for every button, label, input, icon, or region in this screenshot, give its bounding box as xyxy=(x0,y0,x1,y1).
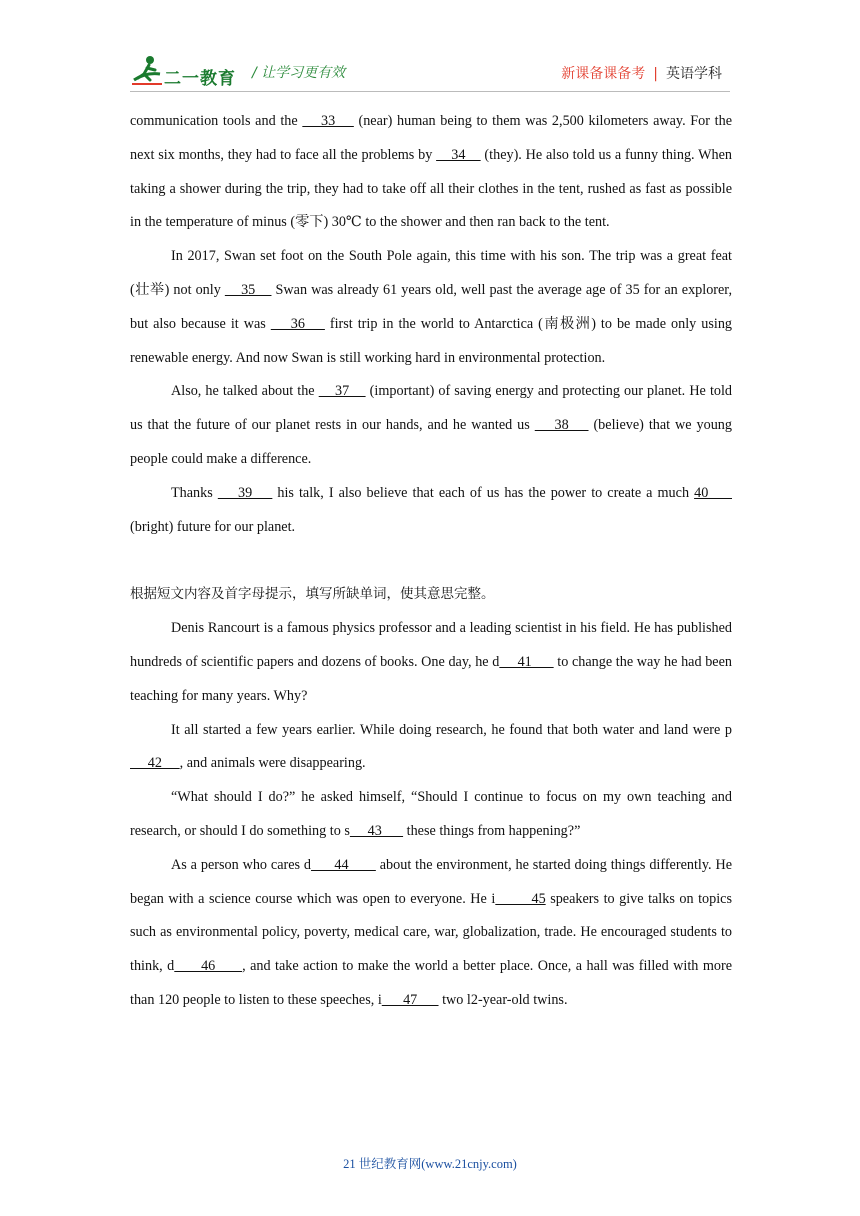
text: these things from happening?” xyxy=(403,822,581,839)
blank-40: 40 xyxy=(694,484,732,501)
blank-39: 39 xyxy=(217,484,273,501)
text: two l2-year-old twins. xyxy=(438,991,568,1008)
blank-41: 41 xyxy=(499,653,554,670)
blank-36: 36 xyxy=(270,315,325,332)
text: speakers to give talks on topics such as environmental policy, poverty, medical care, war, globalization, trade. He encouraged students to think, d xyxy=(130,890,732,975)
text: Swan was already 61 years old, well past the average age of 35 for an explorer, but also because it was xyxy=(130,281,733,332)
paragraph xyxy=(130,105,732,240)
text: As a person who cares d xyxy=(171,856,312,873)
blank-38: 38 xyxy=(534,417,589,434)
header-subject xyxy=(561,63,722,83)
header-divider xyxy=(130,91,730,92)
text: (they). He also told us a funny thing. When taking a shower during the trip, they had to take off all their clothes in the tent, rushed as fast as possible in the temperature of minus (零下) 30℃ to the shower and then ran back to the tent. xyxy=(130,146,733,231)
header-tag: 新课备课备考 xyxy=(561,66,646,82)
header-separator: | xyxy=(653,66,658,82)
blank-34: 34 xyxy=(436,146,481,163)
header-subject-label: 英语学科 xyxy=(666,66,722,82)
blank-44: 44 xyxy=(311,856,376,873)
text: (near) human being to them was 2,500 kilometers away. For the next six months, they had to face all the problems by xyxy=(130,113,733,163)
document-body xyxy=(130,105,732,1018)
text: (important) of saving energy and protecting our planet. He told us that the future of our planet rests in our hands, and he wanted us xyxy=(130,383,733,434)
text: (believe) that we young people could make a difference. xyxy=(130,417,732,467)
text: about the environment, he started doing things differently. He began with a science course which was open to everyone. He i xyxy=(130,856,732,907)
text: , and animals were disappearing. xyxy=(179,755,366,772)
paragraph xyxy=(130,375,732,476)
runner-logo-icon xyxy=(130,54,164,90)
text: In 2017, Swan set foot on the South Pole again, this time with his son. The trip was a great feat (壮举) not only xyxy=(130,248,732,298)
slogan: / 让学习更有效 xyxy=(252,65,346,81)
blank-47: 47 xyxy=(381,991,439,1008)
page-header xyxy=(130,54,730,92)
text: It all started a few years earlier. While doing research, he found that both water and land were p xyxy=(171,721,732,738)
paragraph xyxy=(130,781,732,849)
text: Also, he talked about the xyxy=(171,383,319,400)
text: “What should I do?” he asked himself, “Should I continue to focus on my own teaching and research, or should I do something to s xyxy=(130,789,732,839)
blank-45: 45 xyxy=(495,890,546,907)
paragraph xyxy=(130,477,732,545)
text: Thanks xyxy=(171,484,218,501)
text: , and take action to make the world a better place. Once, a hall was filled with more than 120 people to listen to these speeches, i xyxy=(130,958,733,1008)
logo-text: 二一教育 xyxy=(164,69,236,89)
blank-46: 46 xyxy=(174,958,243,975)
paragraph xyxy=(130,612,732,713)
section-instruction: 根据短文内容及首字母提示，填写所缺单词，使其意思完整。 xyxy=(130,586,495,603)
text: first trip in the world to Antarctica (南极洲) to be made only using renewable energy. And now Swan is still working hard in environmental protection. xyxy=(130,315,733,366)
blank-33: 33 xyxy=(302,113,354,129)
blank-35: 35 xyxy=(224,281,272,298)
paragraph xyxy=(130,240,732,375)
blank-42: 42 xyxy=(130,755,180,772)
logo xyxy=(130,54,250,90)
blank-43: 43 xyxy=(349,822,404,839)
paragraph xyxy=(130,714,732,782)
text: communication tools and the xyxy=(130,113,303,129)
section-gap xyxy=(130,544,732,578)
paragraph xyxy=(130,849,732,1018)
text: Denis Rancourt is a famous physics professor and a leading scientist in his field. He has published hundreds of scientific papers and dozens of books. One day, he d xyxy=(130,620,732,670)
blank-37: 37 xyxy=(318,383,366,400)
text: to change the way he had been teaching for many years. Why? xyxy=(130,653,732,704)
text: (bright) future for our planet. xyxy=(130,518,296,535)
page-footer: 21 世纪教育网(www.21cnjy.com) xyxy=(343,1157,517,1171)
text: his talk, I also believe that each of us has the power to create a much xyxy=(272,484,695,501)
